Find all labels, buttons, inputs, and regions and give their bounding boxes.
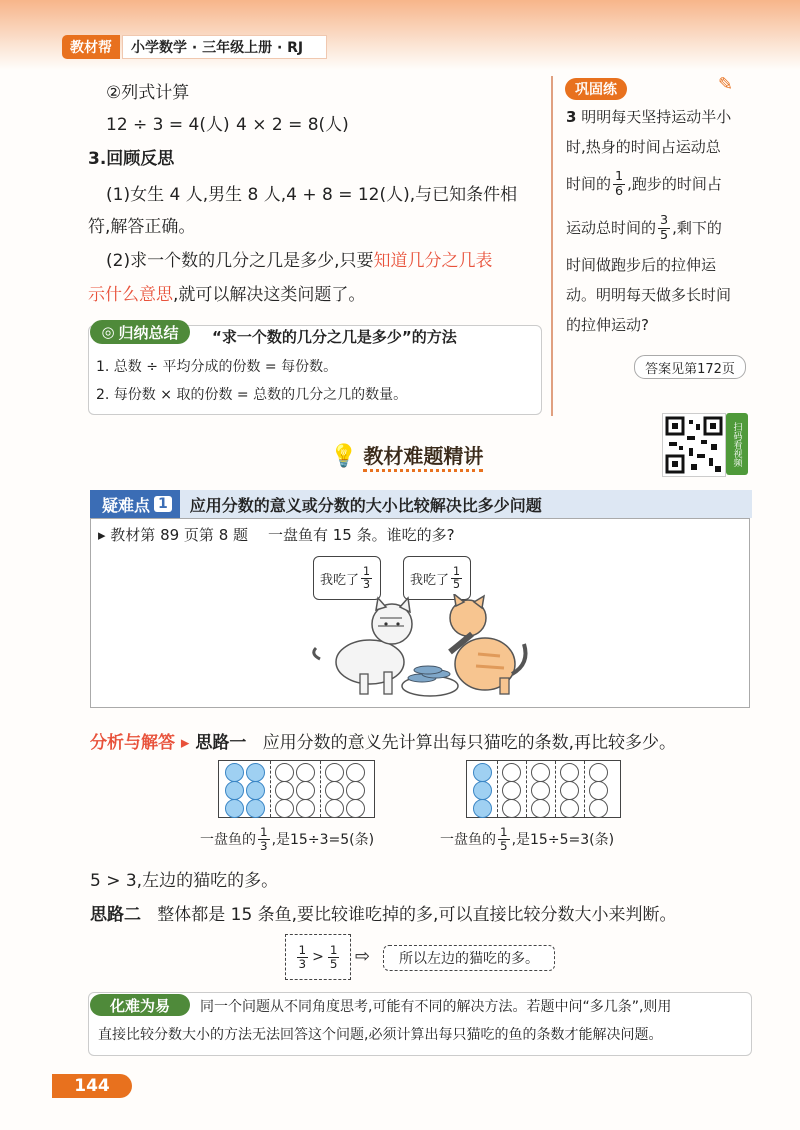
review-2a-prefix: (2)求一个数的几分之几是多少,只要 [106,251,374,271]
dot [346,799,365,818]
compute-eq1: 12 ÷ 3 = 4(人) [106,115,230,135]
fraction-1-3 [361,566,372,590]
frac-den: 5 [453,577,461,591]
summary-title: “求一个数的几分之几是多少”的方法 [212,328,457,346]
practice-line-1 [566,102,756,132]
review-2a [106,246,492,271]
difficulty-tag-number: 1 [154,496,172,512]
bubble-left-text: 我吃了 [320,572,360,588]
dot [502,763,521,782]
frac-num: 1 [453,564,461,578]
dot-eaten [246,781,265,800]
tip-line-1: 同一个问题从不同角度思考,可能有不同的解决方法。若题中问“多几条”,则用 [200,999,672,1015]
difficulty-tag [94,490,180,518]
frac-den: 5 [500,838,508,853]
frac-den: 6 [615,183,624,199]
group-separator [320,761,321,817]
dot [589,781,608,800]
orange-cat [450,594,526,694]
page-header [0,0,800,70]
arrow-icon: ▸ [175,733,196,753]
dot-eaten [473,799,492,818]
practice-text-4b: ,剩下的 [672,219,722,237]
review-heading: 3.回顾反思 [88,149,175,169]
frac-den: 3 [363,577,371,591]
summary-item-2: 2. 每份数 × 取的份数 = 总数的几分之几的数量。 [96,387,408,403]
section-title-wrap [330,438,530,474]
sidebar-divider [551,76,553,416]
dot [296,781,315,800]
review-1a: (1)女生 4 人,男生 8 人,4 + 8 = 12(人),与已知条件相 [106,185,518,205]
frac-den: 5 [329,956,338,971]
group-separator [584,761,585,817]
practice-line-5: 时间做跑步后的拉伸运 [566,256,717,274]
dot-eaten [473,781,492,800]
pencil-icon: ✎ [718,74,734,95]
practice-text-3b: ,跑步的时间占 [627,175,722,193]
fraction-3-5 [658,214,670,242]
qr-code[interactable] [662,413,726,477]
caption-right-prefix: 一盘鱼的 [440,832,496,848]
dot [275,799,294,818]
qr-label: 扫码看视频 [726,413,748,475]
practice-text-4a: 运动总时间的 [566,219,657,237]
caption-right-suffix: ,是15÷5=3(条) [511,832,615,848]
dot-diagram-fifths [466,760,621,818]
bubble-right-text: 我吃了 [410,572,450,588]
dot-eaten [473,763,492,782]
dot [325,763,344,782]
brand-logo: 教材帮 [62,35,120,59]
frac-num: 1 [500,825,508,839]
dot [275,781,294,800]
dot [560,799,579,818]
review-2b-suffix: ,就可以解决这类问题了。 [173,285,366,305]
dot [531,763,550,782]
fish-plate [402,666,458,696]
summary-item-1: 1. 总数 ÷ 平均分成的份数 = 每份数。 [96,359,338,375]
practice-line-3 [566,162,756,206]
practice-line-4 [566,206,756,250]
frac-num: 3 [660,213,669,229]
analysis-line [90,728,676,753]
review-2a-accent: 知道几分之几表 [373,251,493,271]
frac-num: 1 [260,825,268,839]
dot [531,799,550,818]
practice-tag: 巩固练 [565,78,627,100]
review-2b [88,280,365,305]
compare-result: 5 > 3,左边的猫吃的多。 [90,871,279,891]
practice-line-2: 时,热身的时间占运动总 [566,138,721,156]
idea1-text: 应用分数的意义先计算出每只猫吃的条数,再比较多少。 [262,733,676,753]
frac-num: 1 [298,943,307,957]
group-separator [555,761,556,817]
practice-number: 3 [566,108,577,126]
dot [502,799,521,818]
section-title: 教材难题精讲 [363,440,483,472]
difficulty-title: 应用分数的意义或分数的大小比较解决比多少问题 [189,495,542,515]
qr-code-graphic [663,414,725,476]
book-title: 小学数学 · 三年级上册 · RJ [122,35,327,59]
group-separator [497,761,498,817]
frac-den: 5 [660,227,669,243]
dot-eaten [246,799,265,818]
target-icon: ◎ [101,323,115,341]
group-separator [270,761,271,817]
frac-num: 1 [329,943,338,957]
tip-tag [90,994,190,1016]
dot [296,763,315,782]
fraction-1-5 [451,566,462,590]
lightbulb-icon: 💡 [330,443,358,469]
fraction-1-5 [328,944,340,970]
review-2b-accent: 示什么意思 [88,285,173,305]
frac-num: 1 [615,169,624,185]
practice-line-6: 动。明明每天做多长时间 [566,286,732,304]
practice-problem [566,102,756,340]
idea2-text: 整体都是 15 条鱼,要比较谁吃掉的多,可以直接比较分数大小来判断。 [157,905,677,925]
practice-text-1: 明明每天坚持运动半小 [581,108,732,126]
dot [346,781,365,800]
fraction-compare-box [285,934,351,980]
dot-eaten [225,763,244,782]
conclusion-box: 所以左边的猫吃的多。 [383,945,555,971]
practice-line-7: 的拉伸运动? [566,316,649,334]
caption-left-suffix: ,是15÷3=5(条) [271,832,375,848]
tip-tag-label: 化难为易 [109,996,170,1015]
difficulty-tag-label: 疑难点 [102,495,151,515]
frac-den: 3 [260,838,268,853]
caption-left [200,826,374,852]
dot [325,781,344,800]
practice-text-3a: 时间的 [566,175,612,193]
dot [275,763,294,782]
caption-left-prefix: 一盘鱼的 [200,832,256,848]
fraction-1-3 [297,944,309,970]
summary-tag [90,320,190,344]
fraction-1-3 [258,826,270,852]
page-number: 144 [52,1074,132,1098]
frac-num: 1 [363,564,371,578]
dot-diagram-thirds [218,760,375,818]
fraction-1-5 [498,826,510,852]
caption-right [440,826,614,852]
frac-den: 3 [298,956,307,971]
analysis-label: 分析与解答 [90,733,175,753]
dot [560,763,579,782]
dot [296,799,315,818]
dot [560,781,579,800]
dot [502,781,521,800]
answer-reference: 答案见第172页 [634,355,746,379]
dot [325,799,344,818]
step-compute: ②列式计算 [106,83,190,103]
summary-tag-label: 归纳总结 [118,323,179,342]
dot [589,763,608,782]
white-cat [314,598,412,694]
group-separator [526,761,527,817]
idea1-label: 思路一 [195,733,247,753]
compute-eq2: 4 × 2 = 8(人) [236,115,349,135]
tip-line-2: 直接比较分数大小的方法无法回答这个问题,必须计算出每只猫吃的鱼的条数才能解决问题。 [98,1027,663,1043]
example-question: 一盘鱼有 15 条。谁吃的多? [268,526,455,544]
dot-eaten [225,781,244,800]
dot [531,781,550,800]
arrow-right-icon: ⇨ [355,946,371,967]
fraction-1-6 [613,170,625,198]
dot [589,799,608,818]
dot-eaten [246,763,265,782]
dot-eaten [225,799,244,818]
example-source: ▸ 教材第 89 页第 8 题 [98,526,249,544]
difficulty-bar [90,490,752,518]
idea2-line [90,900,676,925]
review-1b: 符,解答正确。 [88,217,196,237]
cats-illustration [300,594,540,704]
idea2-label: 思路二 [90,905,141,925]
dot [346,763,365,782]
greater-than: > [312,949,324,965]
